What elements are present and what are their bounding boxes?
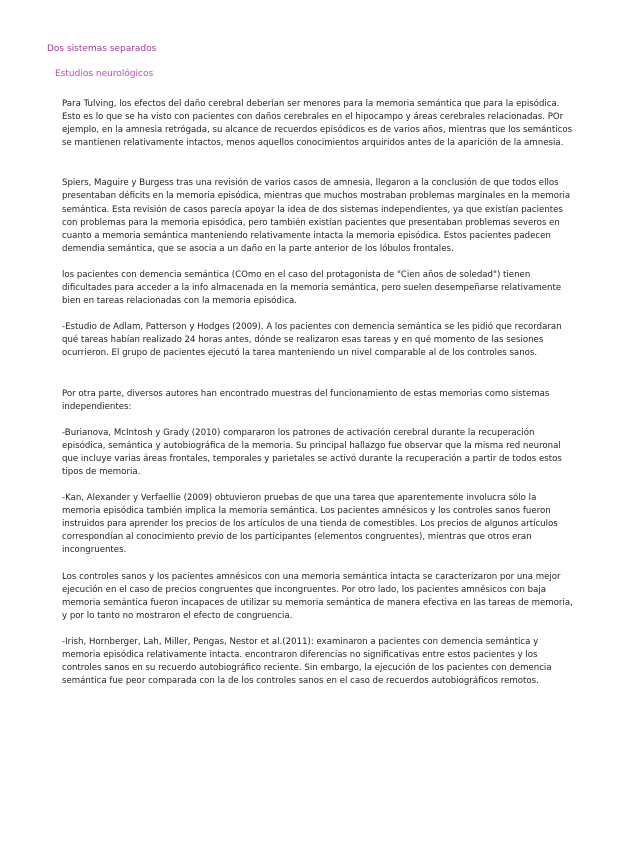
paragraph-kan: -Kan, Alexander y Verfaellie (2009) obtuvieron pruebas de que una tarea que aparentemente involucra sólo la memoria episódica también implica la memoria semántica. Los pacientes amnésicos y los controles sanos fueron instruidos para aprender los precios de los artículos de una tienda de comestibles. Los precios de algunos artículos correspondían al conocimiento previo de los participantes (elementos congruentes), mientras que otros eran incongruentes. (62, 493, 558, 556)
paragraph-demencia: los pacientes con demencia semántica (COmo en el caso del protagonista de "Cien años de soledad") tienen dificultades para acceder a la info almacenada en la memoria semántica, pero suelen desempeñarse relativamente bien en tareas relacionadas con la memoria episódica. (62, 269, 562, 307)
subsection-heading: Estudios neurológicos (55, 69, 154, 79)
paragraph-adlam: -Estudio de Adlam, Patterson y Hodges (2009). A los pacientes con demencia semántica se les pidió que recordaran qué tareas habían realizado 24 horas antes, dónde se realizaron esas tareas y en qué momento de las sesiones ocurrieron. El grupo de pacientes ejecutó la tarea manteniendo un nivel comparable al de los controles sanos. (62, 322, 562, 359)
paragraph-por-otra-parte: Por otra parte, diversos autores han encontrado muestras del funcionamiento de estas memorias como sistemas independientes: (62, 388, 550, 412)
paragraph-irish: -Irish, Hornberger, Lah, Miller, Pengas, Nestor et al.(2011): examinaron a pacientes con demencia semántica y memoria episódica relativamente intacta. encontraron diferencias no significativas entre estos pacientes y los controles sanos en su recuerdo autobiográfico reciente. Sin embargo, la ejecución de los pacientes con demencia semántica fue peor comparada con la de los controles sanos en el caso de recuerdos autobiográficos remotos. (62, 636, 552, 687)
paragraph-controles: Los controles sanos y los pacientes amnésicos con una memoria semántica intacta se caracterizaron por una mejor ejecución en el caso de precios congruentes que incongruentes. Por otro lado, los pacientes amnésicos con baja memoria semántica fueron incapaces de utilizar su memoria semántica de manera efectiva en las tareas de memoria, y por lo tanto no mostraron el efecto de congruencia. (62, 571, 573, 621)
paragraph-tulving: Para Tulving, los efectos del daño cerebral deberían ser menores para la memoria semántica que para la episódica. Esto es lo que se ha visto con pacientes con daños cerebrales en el hipocampo y áreas cerebrales relacionadas. POr ejemplo, en la amnesia retrógada, su alcance de recuerdos episódicos es de varios años, mientras que los semánticos se mantienen relativamente intactos, menos aquellos conocimientos arquiridos antes de la aparición de la amnesia. (62, 99, 573, 149)
paragraph-burianova: -Burianova, McIntosh y Grady (2010) compararon los patrones de activación cerebral durante la recuperación episódica, semántica y autobiográfica de la memoria. Su principal hallazgo fue observar que la misma red neuronal que incluye varias áreas frontales, temporales y parietales se activó durante la recuperación a partir de todos estos tipos de memoria. (62, 427, 562, 477)
document-body (62, 98, 574, 701)
section-heading: Dos sistemas separados (47, 44, 157, 54)
paragraph-spiers: Spiers, Maguire y Burgess tras una revisión de varios casos de amnesia, llegaron a la conclusión de que todos ellos presentaban déficits en la memoria episódica, mientras que muchos mostraban problemas marginales en la memoria semántica. Esta revisión de casos parecía apoyar la idea de dos sistemas independientes, ya que existían pacientes con problemas para la memoria episódica, pero también existían pacientes que presentaban problemas severos en cuanto a memoria semántica manteniendo relativamente intacta la memoria episódica. Estos pacientes padecen demendia semántica, que se asocia a un daño en la parte anterior de los lóbulos frontales. (62, 178, 571, 254)
